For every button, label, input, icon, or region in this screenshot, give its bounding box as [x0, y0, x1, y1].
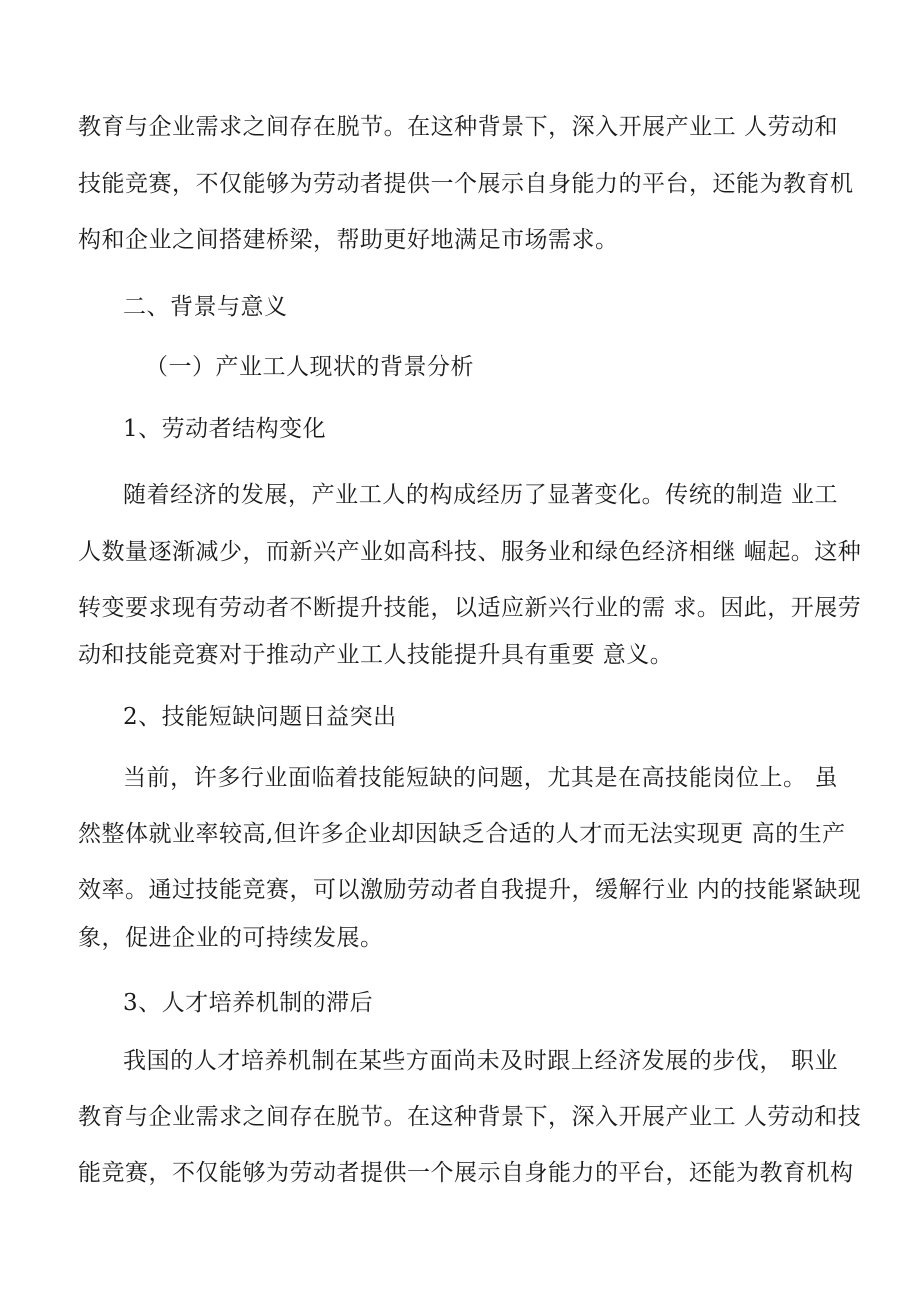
paragraph-line: 当前，许多行业面临着技能短缺的问题，尤其是在高技能岗位上。 虽	[123, 765, 838, 791]
paragraph-line: 象，促进企业的可持续发展。	[78, 925, 384, 951]
paragraph-line: 人数量逐渐减少，而新兴产业如高科技、服务业和绿色经济相继 崛起。这种	[78, 539, 862, 565]
paragraph-line: 构和企业之间搭建桥梁，帮助更好地满足市场需求。	[78, 227, 619, 253]
paragraph-line: 随着经济的发展，产业工人的构成经历了显著变化。传统的制造 业工	[123, 482, 838, 508]
paragraph-line: 效率。通过技能竞赛，可以激励劳动者自我提升，缓解行业 内的技能紧缺现	[78, 877, 862, 903]
paragraph-line: 技能竞赛，不仅能够为劳动者提供一个展示自身能力的平台，还能为教育机	[78, 171, 854, 197]
paragraph-line: 然整体就业率较高,但许多企业却因缺乏合适的人才而无法实现更 高的生产	[78, 821, 846, 847]
paragraph-line: 教育与企业需求之间存在脱节。在这种背景下，深入开展产业工 人劳动和技	[78, 1104, 862, 1130]
paragraph-line: 教育与企业需求之间存在脱节。在这种背景下，深入开展产业工 人劳动和	[78, 114, 838, 140]
paragraph-line: 我国的人才培养机制在某些方面尚未及时跟上经济发展的步伐， 职业	[123, 1048, 838, 1074]
paragraph-line: 转变要求现有劳动者不断提升技能，以适应新兴行业的需 求。因此，开展劳	[78, 595, 862, 621]
paragraph-line: 动和技能竞赛对于推动产业工人技能提升具有重要 意义。	[78, 642, 674, 668]
subsection-heading: （一）产业工人现状的背景分析	[145, 354, 474, 380]
section-heading: 二、背景与意义	[123, 294, 288, 320]
paragraph-line: 能竞赛，不仅能够为劳动者提供一个展示自身能力的平台，还能为教育机构	[78, 1160, 854, 1186]
item-heading: 3、人才培养机制的滞后	[123, 990, 374, 1016]
item-heading: 2、技能短缺问题日益突出	[123, 704, 397, 730]
item-heading: 1、劳动者结构变化	[123, 416, 327, 442]
